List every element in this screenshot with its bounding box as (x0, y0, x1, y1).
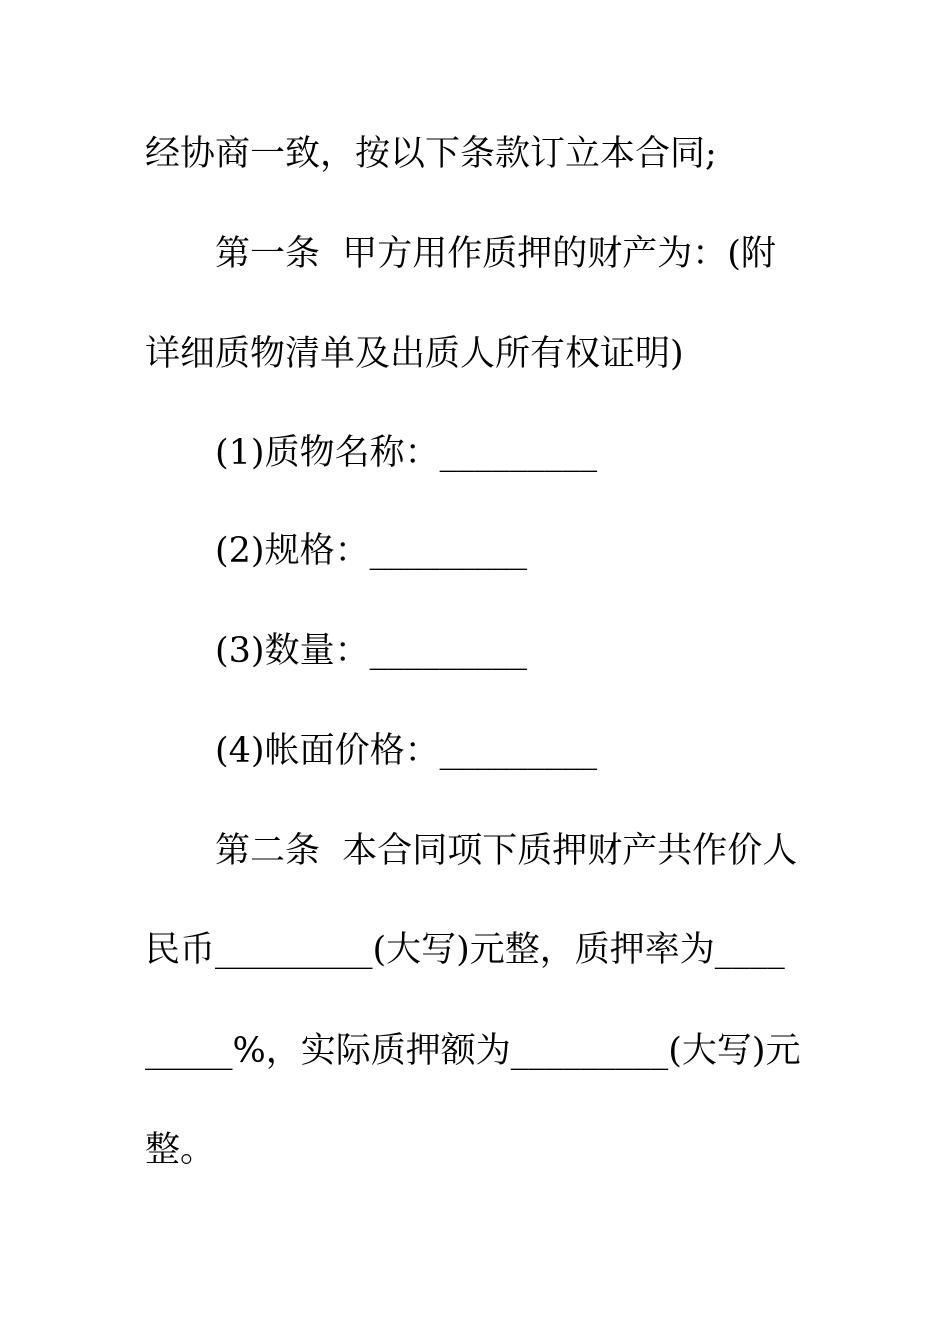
clause-two-line-3: _____%，实际质押额为_________(大写)元 (145, 1031, 801, 1071)
pledge-item-quantity: (3)数量：_________ (215, 631, 528, 671)
clause-two-line-2: 民币_________(大写)元整，质押率为____ (145, 930, 785, 970)
clause-two-line-4: 整。 (145, 1130, 216, 1170)
clause-two-heading: 第二条 本合同项下质押财产共作价人 (215, 831, 798, 871)
pledge-item-spec: (2)规格：_________ (215, 531, 528, 571)
pledge-item-name: (1)质物名称：_________ (215, 433, 598, 473)
clause-one-continuation: 详细质物清单及出质人所有权证明) (145, 334, 684, 374)
pledge-item-book-value: (4)帐面价格：_________ (215, 731, 598, 771)
clause-one-heading: 第一条 甲方用作质押的财产为：(附 (215, 234, 776, 274)
contract-text-line: 经协商一致，按以下条款订立本合同; (145, 134, 717, 174)
